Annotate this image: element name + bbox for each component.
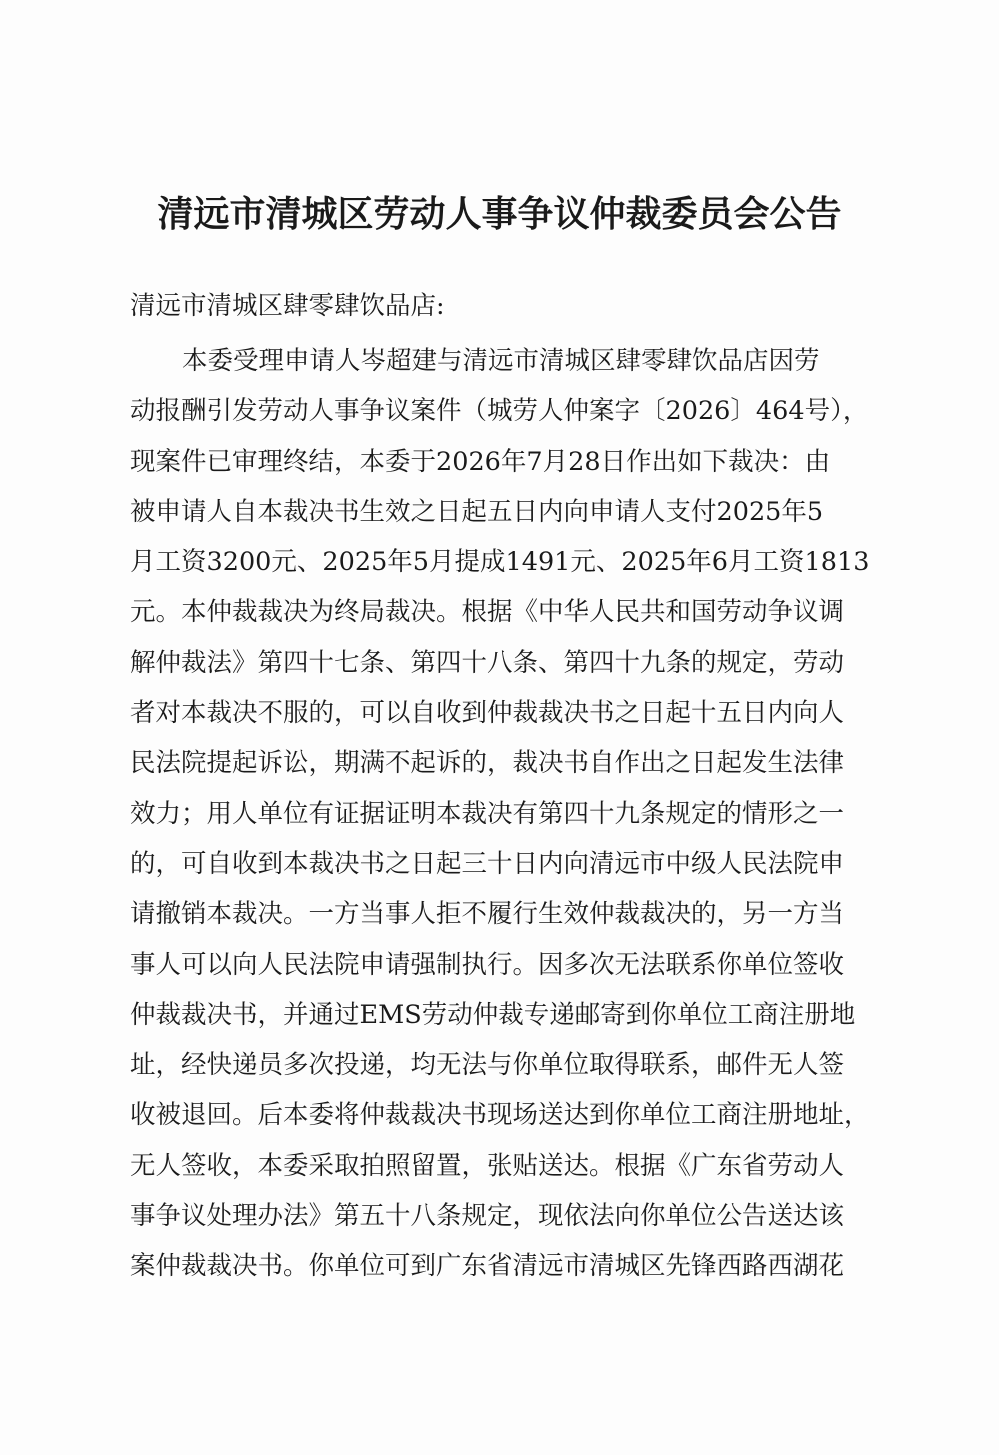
body-line: 民法院提起诉讼，期满不起诉的，裁决书自作出之日起发生法律: [130, 748, 845, 779]
body-line: 案仲裁裁决书。你单位可到广东省清远市清城区先锋西路西湖花: [130, 1251, 845, 1282]
body-line: 月工资3200元、2025年5月提成1491元、2025年6月工资1813: [130, 547, 870, 578]
body-line: 效力；用人单位有证据证明本裁决有第四十九条规定的情形之一: [130, 798, 845, 829]
body-line: 被申请人自本裁决书生效之日起五日内向申请人支付2025年5: [130, 496, 824, 527]
body-line: 事人可以向人民法院申请强制执行。因多次无法联系你单位签收: [130, 949, 845, 980]
body-line: 动报酬引发劳动人事争议案件（城劳人仲案字〔2026〕464号），: [130, 396, 869, 427]
document-title: 清远市清城区劳动人事争议仲裁委员会公告: [157, 193, 842, 235]
body-line: 址，经快递员多次投递，均无法与你单位取得联系，邮件无人签: [130, 1050, 845, 1081]
body-line: 现案件已审理终结，本委于2026年7月28日作出如下裁决：由: [130, 446, 831, 477]
body-line: 仲裁裁决书，并通过EMS劳动仲裁专递邮寄到你单位工商注册地: [130, 999, 856, 1030]
body-line: 收被退回。后本委将仲裁裁决书现场送达到你单位工商注册地址，: [130, 1100, 870, 1131]
body-line: 请撤销本裁决。一方当事人拒不履行生效仲裁裁决的，另一方当: [130, 899, 845, 930]
body-line: 本委受理申请人岑超建与清远市清城区肆零肆饮品店因劳: [182, 346, 820, 376]
body-line: 的，可自收到本裁决书之日起三十日内向清远市中级人民法院申: [130, 848, 845, 879]
notice-body: [130, 336, 890, 1292]
body-line: 者对本裁决不服的，可以自收到仲裁裁决书之日起十五日内向人: [130, 698, 845, 729]
body-line: 无人签收，本委采取拍照留置，张贴送达。根据《广东省劳动人: [130, 1150, 845, 1181]
body-line: 解仲裁法》第四十七条、第四十八条、第四十九条的规定，劳动: [130, 647, 845, 678]
body-line: 元。本仲裁裁决为终局裁决。根据《中华人民共和国劳动争议调: [130, 597, 845, 628]
body-line: 事争议处理办法》第五十八条规定，现依法向你单位公告送达该: [130, 1201, 845, 1232]
addressee: 清远市清城区肆零肆饮品店:: [130, 291, 445, 321]
